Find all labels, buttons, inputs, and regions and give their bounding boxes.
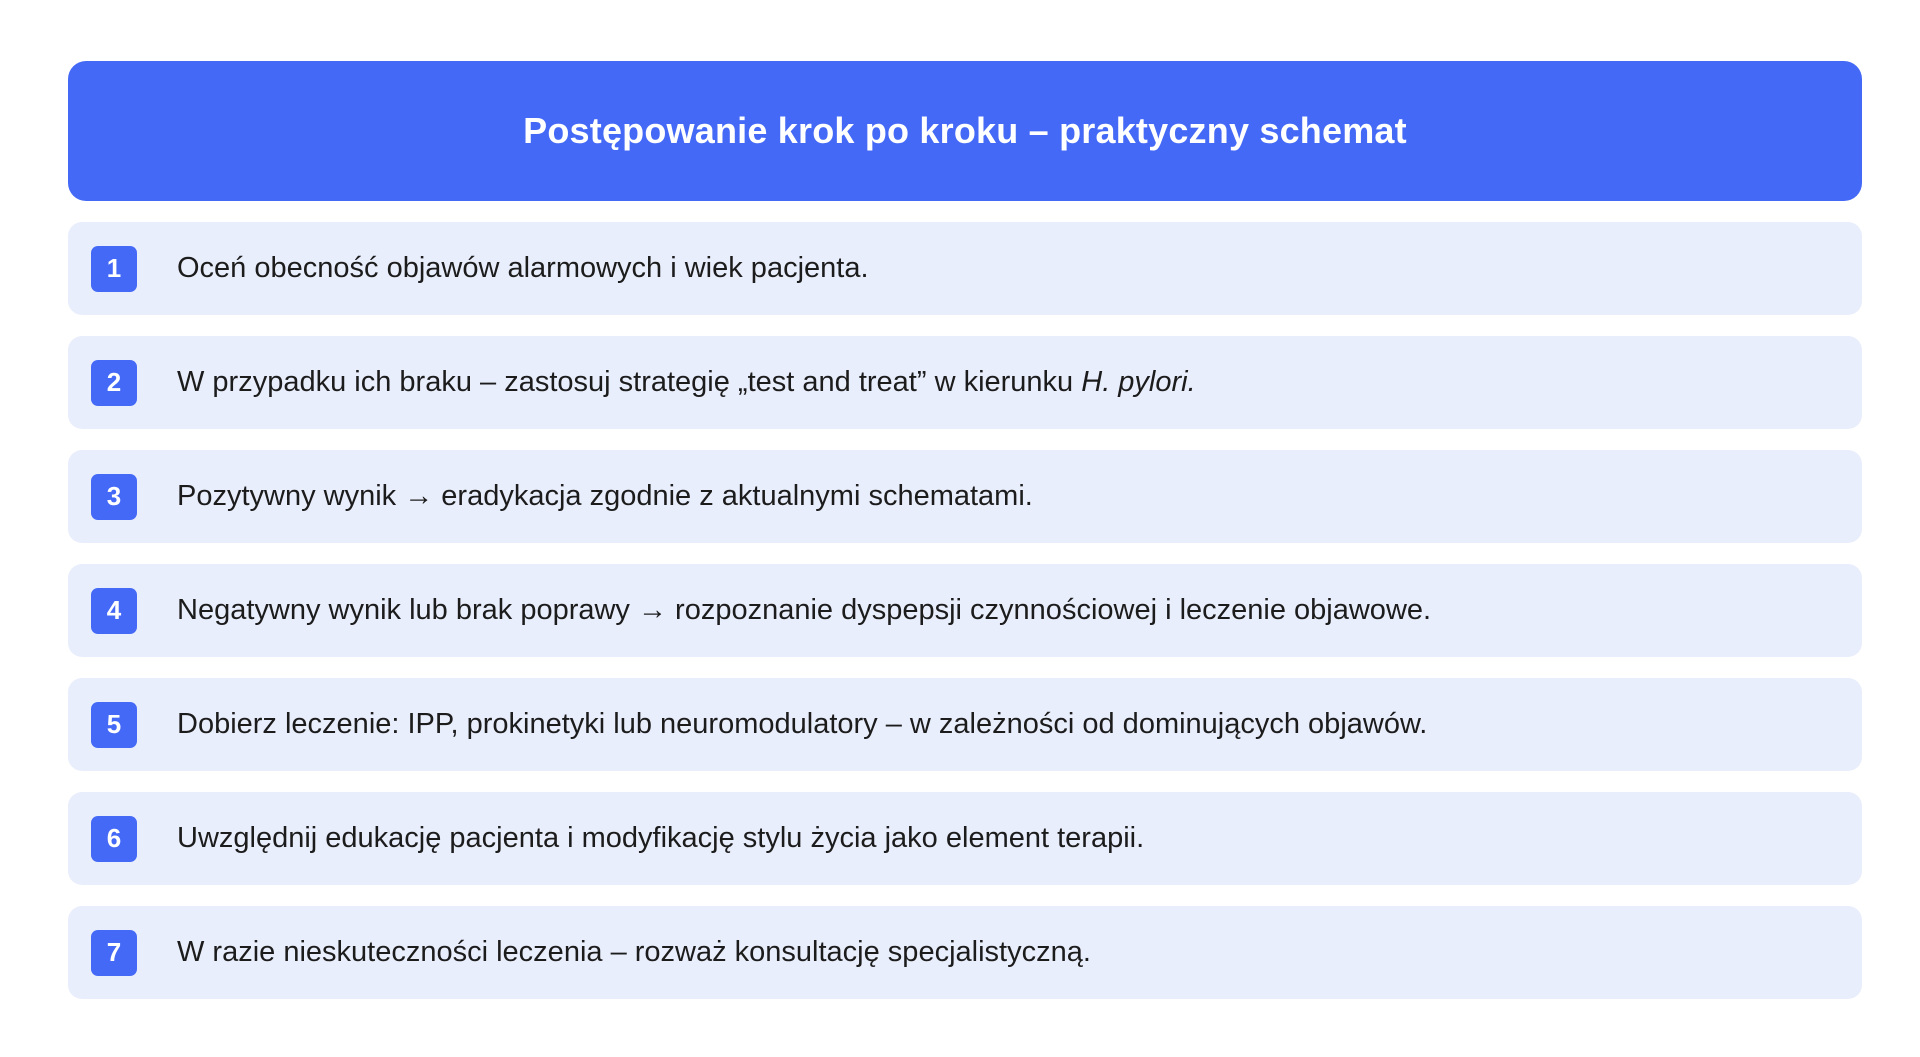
step-number-badge: 4 bbox=[91, 588, 137, 634]
step-row-4 bbox=[68, 564, 1862, 657]
step-text: Negatywny wynik lub brak poprawy → rozpoznanie dyspepsji czynnościowej i leczenie objawowe. bbox=[177, 594, 1432, 626]
step-number-badge: 1 bbox=[91, 246, 137, 292]
step-row-2 bbox=[68, 336, 1862, 429]
step-row-6 bbox=[68, 792, 1862, 885]
step-row-3 bbox=[68, 450, 1862, 543]
step-text-main: W przypadku ich braku – zastosuj strategię „test and treat” w kierunku bbox=[177, 366, 1082, 398]
step-text: W razie nieskuteczności leczenia – rozważ konsultację specjalistyczną. bbox=[177, 936, 1091, 968]
step-number-badge: 6 bbox=[91, 816, 137, 862]
step-number-badge: 2 bbox=[91, 360, 137, 406]
steps-diagram bbox=[68, 61, 1862, 999]
step-text-italic: H. pylori. bbox=[1081, 366, 1196, 398]
step-number-badge: 3 bbox=[91, 474, 137, 520]
step-row-5 bbox=[68, 678, 1862, 771]
step-text: Uwzględnij edukację pacjenta i modyfikację stylu życia jako element terapii. bbox=[177, 822, 1145, 854]
step-row-7 bbox=[68, 906, 1862, 999]
step-text: Pozytywny wynik → eradykacja zgodnie z aktualnymi schematami. bbox=[177, 480, 1033, 512]
step-text: Dobierz leczenie: IPP, prokinetyki lub neuromodulatory – w zależności od dominujących objawów. bbox=[177, 708, 1428, 740]
header-banner bbox=[68, 61, 1862, 201]
step-number-badge: 7 bbox=[91, 930, 137, 976]
step-number-badge: 5 bbox=[91, 702, 137, 748]
page-title: Postępowanie krok po kroku – praktyczny schemat bbox=[523, 110, 1407, 151]
step-text: Oceń obecność objawów alarmowych i wiek pacjenta. bbox=[177, 252, 869, 284]
step-row-1 bbox=[68, 222, 1862, 315]
steps-list bbox=[68, 222, 1862, 999]
step-text bbox=[177, 366, 1196, 399]
